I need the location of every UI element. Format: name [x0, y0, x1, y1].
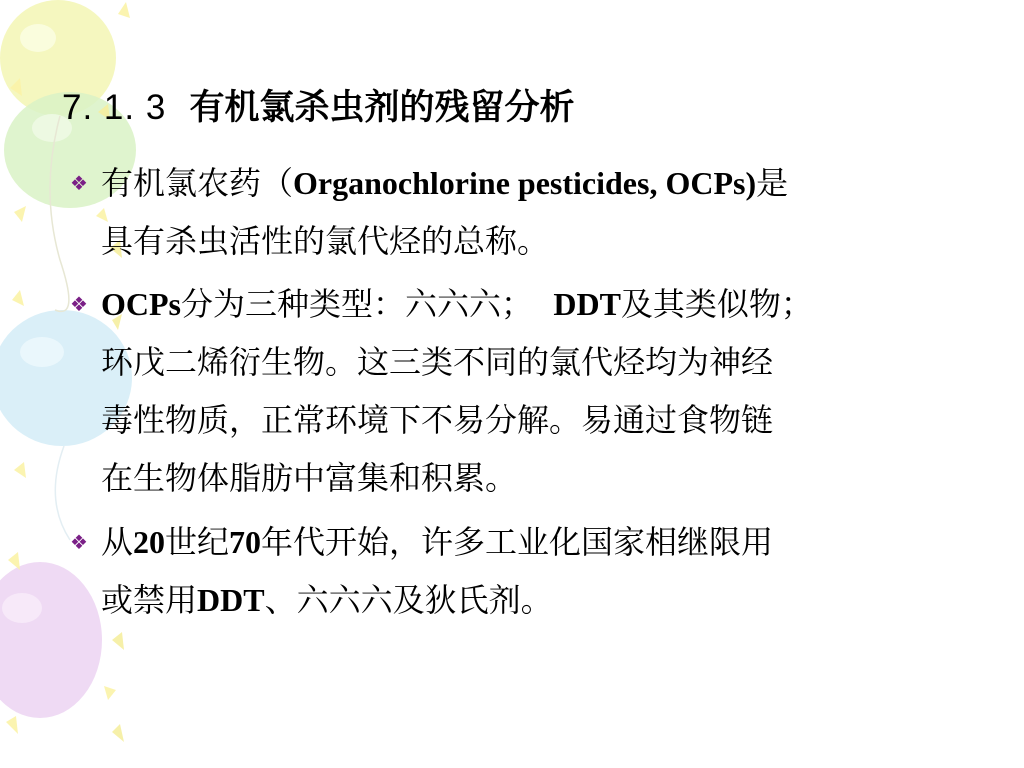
bullet-line: 毒性物质，正常环境下不易分解。易通过食物链 [101, 401, 774, 439]
section-title: 有机氯杀虫剂的残留分析 [189, 88, 575, 128]
diamond-bullet-icon: ❖ [70, 292, 88, 316]
bullet-line: 具有杀虫活性的氯代烃的总称。 [101, 222, 550, 260]
bullet-line: 或禁用DDT、六六六及狄氏剂。 [101, 581, 553, 619]
bullet-item [70, 275, 970, 507]
diamond-bullet-icon: ❖ [70, 530, 88, 554]
bullet-line: OCPs分为三种类型：六六六； DDT及其类似物； [101, 285, 813, 323]
section-number: 7. 1. 3 [62, 88, 167, 127]
bullet-line: 环戊二烯衍生物。这三类不同的氯代烃均为神经 [101, 343, 774, 381]
bullet-item [70, 154, 970, 270]
bullet-line: 在生物体脂肪中富集和积累。 [101, 459, 518, 497]
slide-title [62, 84, 574, 132]
bullet-line: 有机氯农药（Organochlorine pesticides, OCPs)是 [101, 164, 789, 202]
bullet-line: 从20世纪70年代开始，许多工业化国家相继限用 [101, 523, 774, 561]
bullet-item [70, 513, 970, 629]
diamond-bullet-icon: ❖ [70, 171, 88, 195]
